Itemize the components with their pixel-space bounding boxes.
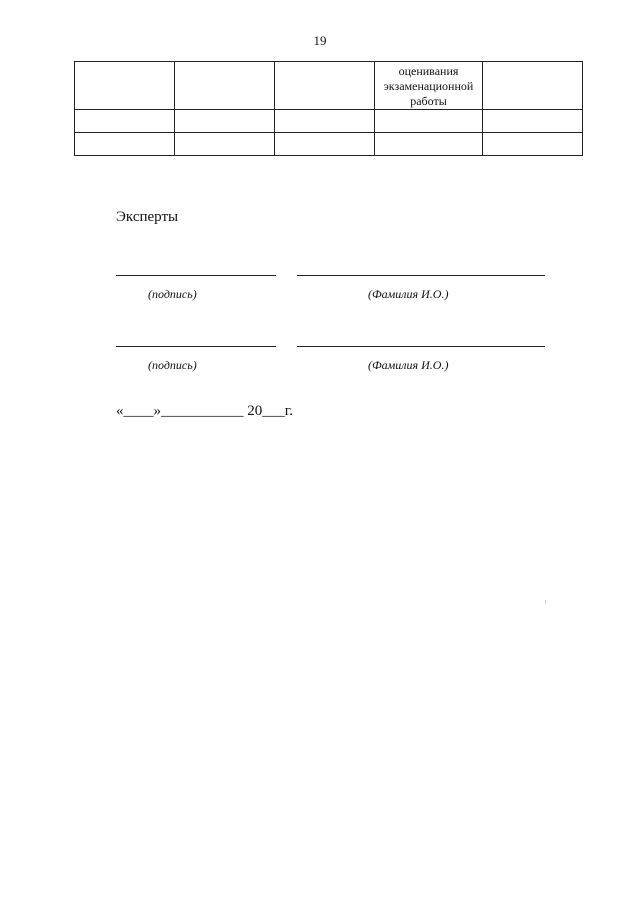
- table-cell: [375, 133, 483, 156]
- table-cell: [75, 110, 175, 133]
- name-caption: (Фамилия И.О.): [368, 287, 449, 301]
- table-cell: [175, 110, 275, 133]
- scan-artifact: [545, 600, 546, 604]
- table-cell: [275, 110, 375, 133]
- table-header-row: [75, 62, 583, 110]
- evaluation-table: [74, 61, 583, 156]
- experts-heading: Эксперты: [116, 209, 179, 225]
- table-cell: [75, 133, 175, 156]
- table-cell: [75, 62, 175, 110]
- table-cell: [483, 133, 583, 156]
- page-number: 19: [313, 33, 327, 48]
- signature-caption: (подпись): [148, 287, 197, 301]
- table-row: [75, 133, 583, 156]
- table-cell: [483, 62, 583, 110]
- name-caption: (Фамилия И.О.): [368, 358, 449, 372]
- table-cell: [175, 133, 275, 156]
- table-cell: [175, 62, 275, 110]
- signature-line: [116, 346, 276, 347]
- table-row: [75, 110, 583, 133]
- name-line: [297, 275, 545, 276]
- name-line: [297, 346, 545, 347]
- date-line: «____»___________ 20___г.: [116, 403, 293, 419]
- signature-line: [116, 275, 276, 276]
- table-cell: [275, 133, 375, 156]
- table-cell: [483, 110, 583, 133]
- signature-caption: (подпись): [148, 358, 197, 372]
- table-cell: [375, 110, 483, 133]
- table-cell-evaluation-label: оценивания экзаменационной работы: [375, 62, 483, 110]
- table-cell: [275, 62, 375, 110]
